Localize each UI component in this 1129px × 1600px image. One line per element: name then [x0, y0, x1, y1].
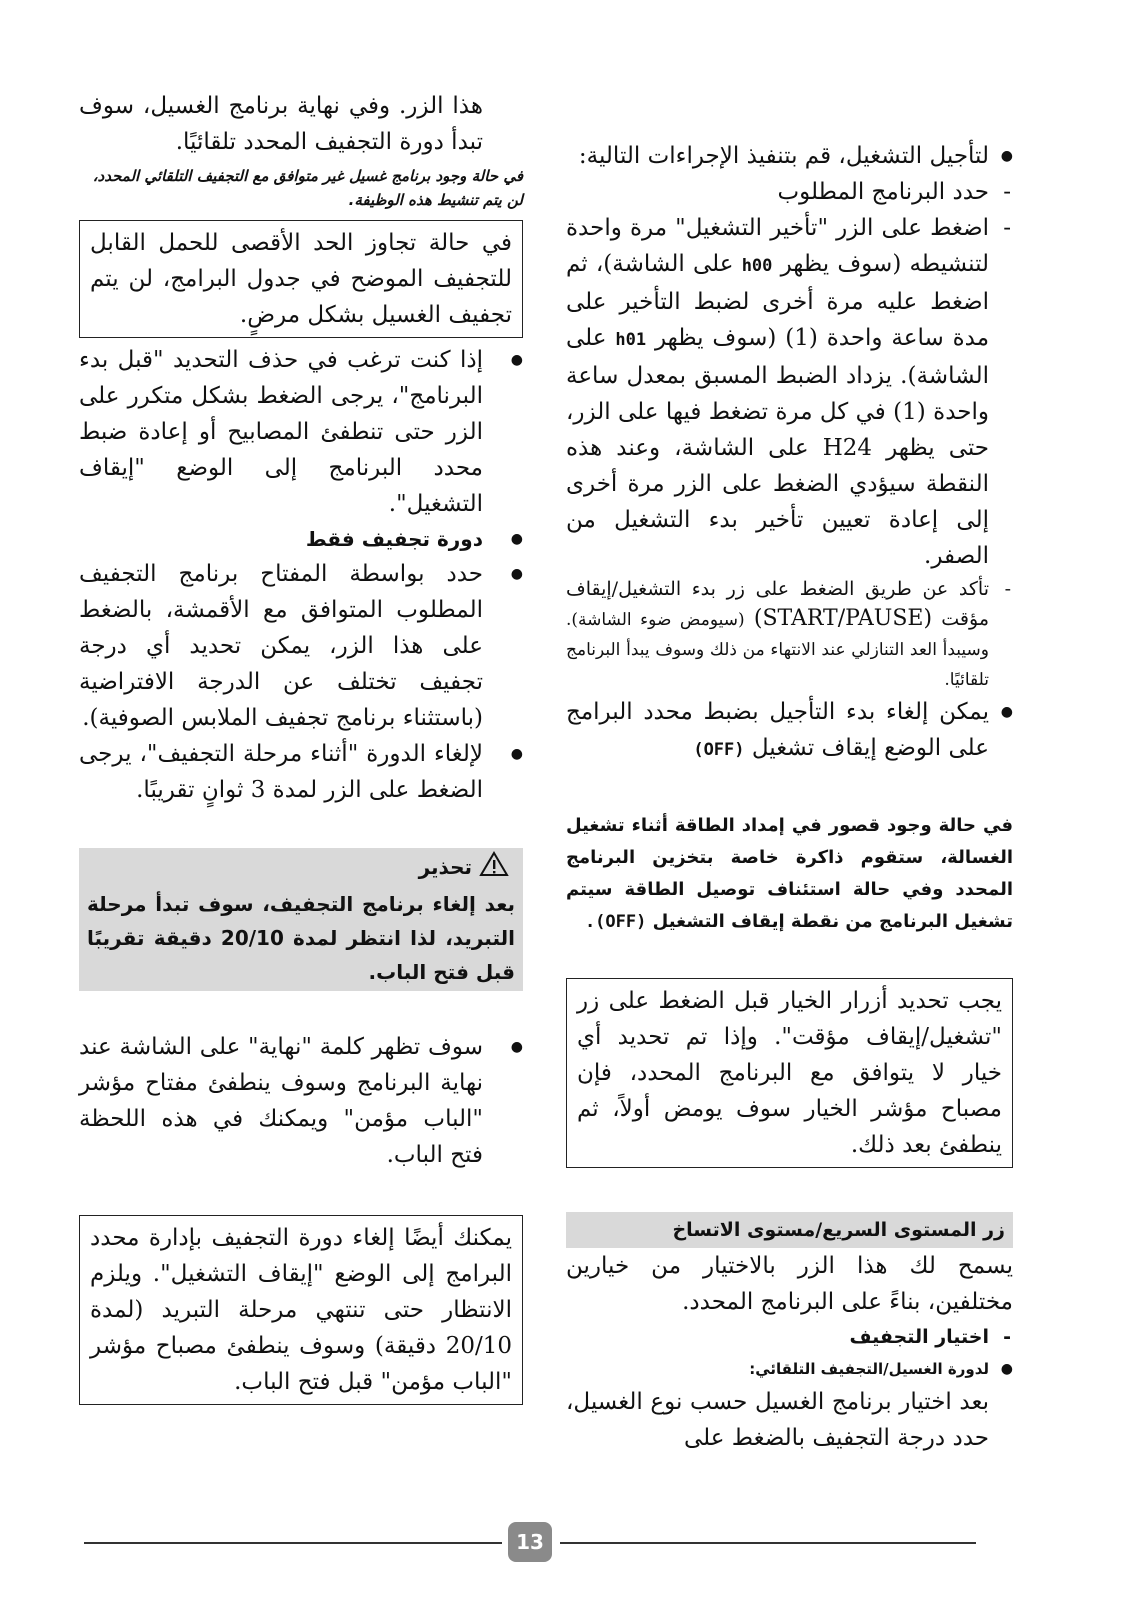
delay-cancel: ● يمكن إلغاء بدء التأجيل بضبط محدد البرامج على الوضع إيقاف تشغيل (OFF) — [566, 694, 1013, 768]
warning-title: تحذير — [87, 850, 515, 887]
left-top-text: هذا الزر. وفي نهاية برنامج الغسيل، سوف تبدأ دورة التجفيف المحدد تلقائيًا. — [79, 93, 483, 155]
warning-text: بعد إلغاء برنامج التجفيف، سوف تبدأ مرحلة التبريد، لذا انتظر لمدة 20/10 دقيقة تقريبًا قبل فتح الباب. — [87, 891, 515, 984]
delay-intro: ● لتأجيل التشغيل، قم بتنفيذ الإجراءات التالية: — [566, 138, 1013, 174]
delay-step-1: - حدد البرنامج المطلوب — [566, 174, 1013, 210]
right-column — [566, 88, 1013, 1456]
start-pause-key: (START/PAUSE) — [753, 606, 933, 631]
warning-panel — [79, 848, 523, 991]
cancel-dry-box-text: يمكنك أيضًا إلغاء دورة التجفيف بإدارة محدد البرامج إلى الوضع "إيقاف التشغيل". ويلزم الانتظار حتى تنتهي مرحلة التبريد (لمدة 20/10 دقيقة) وسوف ينطفئ مصباح مؤشر "الباب مؤمن" قبل فتح الباب. — [90, 1224, 512, 1395]
display-code-off: (OFF) — [693, 740, 745, 760]
options-box-text: يجب تحديد أزرار الخيار قبل الضغط على زر "تشغيل/إيقاف مؤقت". وإذا تم تحديد أي خيار لا يتوافق مع البرنامج المحدد، فإن مصباح مؤشر الخيار سوف يومض أولاً، ثم ينطفئ بعد ذلك. — [577, 988, 1002, 1158]
page-number: 13 — [508, 1522, 552, 1562]
speed-level-text: يسمح لك هذا الزر بالاختيار من خيارين مختلفين، بناءً على البرنامج المحدد. — [566, 1253, 1013, 1315]
display-code-h24: H24 — [822, 435, 873, 461]
dry-cancel-bullet: ● لإلغاء الدورة "أثناء مرحلة التجفيف"، يرجى الضغط على الزر لمدة 3 ثوانٍ تقريبًا. — [79, 736, 523, 808]
max-load-box — [79, 220, 523, 338]
cancel-selection-bullet: ● إذا كنت ترغب في حذف التحديد "قبل بدء البرنامج"، يرجى الضغط بشكل متكرر على الزر حتى تنطفئ المصابيح أو إعادة ضبط محدد البرنامج إلى الوضع "إيقاف التشغيل". — [79, 342, 523, 522]
cancel-dry-box — [79, 1215, 523, 1405]
display-code-h00: h00 — [741, 256, 773, 276]
display-code-h01: h01 — [615, 330, 647, 350]
left-column — [79, 88, 523, 1405]
footer-line-right — [560, 1542, 976, 1544]
speed-level-heading: زر المستوى السريع/مستوى الاتساخ — [566, 1212, 1013, 1248]
auto-dry-text: بعد اختيار برنامج الغسيل حسب نوع الغسيل، حدد درجة التجفيف بالضغط على — [566, 1389, 989, 1451]
power-failure-note: في حالة وجود قصور في إمداد الطاقة أثناء تشغيل الغسالة، ستقوم ذاكرة خاصة بتخزين البرنامج المحدد وفي حالة استئناف توصيل الطاقة سيتم تشغيل البرنامج من نقطة إيقاف التشغيل (OFF). — [566, 815, 1013, 932]
warning-icon — [479, 851, 509, 887]
max-load-box-text: في حالة تجاوز الحد الأقصى للحمل القابل للتجفيف الموضح في جدول البرامج، لن يتم تجفيف الغسيل بشكل مرضٍ. — [90, 230, 512, 328]
auto-dry-subheading: ● لدورة الغسيل/التجفيف التلقائي: — [566, 1354, 1013, 1384]
dry-select-bullet: ● حدد بواسطة المفتاح برنامج التجفيف المطلوب المتوافق مع الأقمشة، بالضغط على هذا الزر، يمكن تحديد أي درجة تجفيف تختلف عن الدرجة الافتراضية (باستثناء برنامج تجفيف الملابس الصوفية). — [79, 556, 523, 736]
delay-step-3: - تأكد عن طريق الضغط على زر بدء التشغيل/إيقاف مؤقت (START/PAUSE) (سيومض ضوء الشاشة). وسيبدأ العد التنازلي عند الانتهاء من ذلك وسوف يبدأ البرنامج تلقائيًا. — [566, 574, 1013, 694]
end-bullet: ● سوف تظهر كلمة "نهاية" على الشاشة عند نهاية البرنامج وسوف ينطفئ مفتاح مؤشر "الباب مؤمن" ويمكنك في هذه اللحظة فتح الباب. — [79, 1029, 523, 1173]
delay-step-2: - اضغط على الزر "تأخير التشغيل" مرة واحدة لتنشيطه (سوف يظهر h00 على الشاشة)، ثم اضغط عليه مرة أخرى لضبط التأخير على مدة ساعة واحدة (1) (سوف يظهر h01 على الشاشة). يزداد الضبط المسبق بمعدل ساعة واحدة (1) في كل مرة تضغط فيها على الزر، حتى يظهر H24 على الشاشة، وعند هذه النقطة سيؤدي الضغط على الزر مرة أخرى إلى إعادة تعيين تأخير بدء التشغيل من الصفر. — [566, 210, 1013, 574]
spin-selection-heading: - اختيار التجفيف — [566, 1320, 1013, 1354]
footer-line-left — [84, 1542, 502, 1544]
auto-dry-italic-note: في حالة وجود برنامج غسيل غير متوافق مع التجفيف التلقائي المحدد، لن يتم تنشيط هذه الوظيفة. — [92, 167, 523, 209]
dry-only-heading: ● دورة تجفيف فقط — [79, 522, 523, 556]
options-box — [566, 978, 1013, 1168]
